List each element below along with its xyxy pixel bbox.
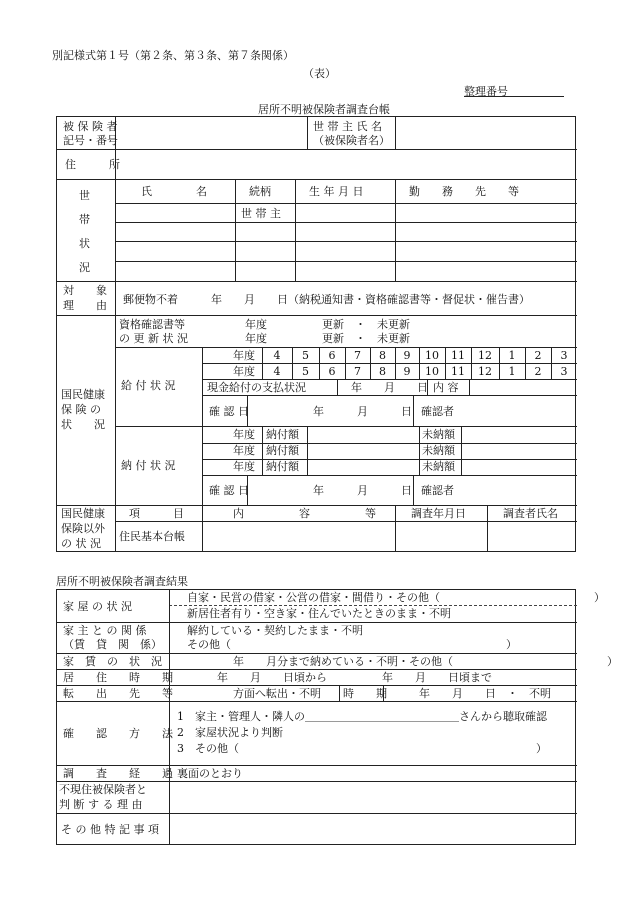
unpaid-amount-label: 未納額 bbox=[422, 444, 455, 457]
payment-label: 納 付 状 況 bbox=[121, 459, 176, 472]
year-label: 年度 bbox=[233, 460, 255, 473]
paid-amount-label: 納付額 bbox=[266, 460, 299, 473]
other-col-item: 項 目 bbox=[129, 507, 184, 520]
cash-payment-label: 現金給付の支払状況 bbox=[207, 381, 306, 394]
address-label: 住 所 bbox=[65, 158, 120, 171]
method-option-2: 2 家屋状況より判断 bbox=[177, 726, 283, 739]
control-number-line[interactable] bbox=[464, 96, 564, 97]
confirm-date-value: 年 月 日 bbox=[313, 405, 412, 418]
page-title: 居所不明被保険者調査台帳 bbox=[258, 103, 390, 116]
year-label: 年度 bbox=[233, 444, 255, 457]
head-name-label-2: （被保険者名） bbox=[313, 134, 390, 147]
month-cell: 9 bbox=[403, 365, 411, 378]
head-name-field[interactable] bbox=[397, 119, 573, 147]
month-cell: 8 bbox=[379, 365, 386, 378]
nhi-label-3: 状 況 bbox=[61, 418, 105, 431]
month-cell: 11 bbox=[451, 349, 465, 362]
other-label-1: 国民健康 bbox=[61, 507, 105, 520]
landlord-label-2: （賃 貸 関 係） bbox=[63, 638, 162, 651]
unpaid-amount-label: 未納額 bbox=[422, 428, 455, 441]
month-cell: 10 bbox=[425, 349, 439, 362]
month-cell: 1 bbox=[508, 349, 516, 362]
month-cell: 8 bbox=[379, 349, 386, 362]
ledger-table bbox=[56, 116, 576, 552]
month-cell: 3 bbox=[560, 365, 568, 378]
process-text: 裏面のとおり bbox=[177, 767, 243, 780]
insured-label-2: 記号・番号 bbox=[63, 134, 118, 147]
unpaid-amount-label: 未納額 bbox=[422, 460, 455, 473]
col-relation: 続柄 bbox=[249, 185, 271, 198]
period-label: 時 期 bbox=[343, 687, 387, 700]
paid-amount-label: 納付額 bbox=[266, 428, 299, 441]
moveout-date: 年 月 日 ・ 不明 bbox=[419, 687, 551, 700]
content-label: 内 容 bbox=[433, 381, 459, 394]
cert-row-2: 年度 更新 ・ 未更新 bbox=[245, 332, 410, 345]
insured-number-field[interactable] bbox=[117, 119, 305, 147]
household-label-2: 帯 bbox=[79, 213, 90, 226]
cert-label-2: の 更 新 状 況 bbox=[119, 332, 188, 345]
year-label: 年度 bbox=[233, 428, 255, 441]
month-cell: 2 bbox=[534, 349, 542, 362]
household-label-3: 状 bbox=[79, 237, 90, 250]
target-label: 対 象 bbox=[63, 284, 107, 297]
other-col-date: 調査年月日 bbox=[411, 507, 466, 520]
cert-row-1: 年度 更新 ・ 未更新 bbox=[245, 318, 410, 331]
side-label: （表） bbox=[303, 67, 336, 80]
confirm-date-label: 確 認 日 bbox=[209, 484, 249, 497]
reason-field[interactable] bbox=[171, 783, 573, 811]
month-cell: 7 bbox=[354, 365, 361, 378]
head-name-label: 世 帯 主 氏 名 bbox=[313, 120, 382, 133]
rent-label: 家 賃 の 状 況 bbox=[63, 655, 162, 668]
results-title: 居所不明被保険者調査結果 bbox=[56, 575, 188, 588]
residence-period: 年 月 日頃から 年 月 日頃まで bbox=[217, 671, 492, 684]
household-label-1: 世 bbox=[79, 189, 90, 202]
other-col-investigator: 調査者氏名 bbox=[503, 507, 558, 520]
year-label: 年度 bbox=[233, 349, 255, 362]
month-cell: 7 bbox=[354, 349, 361, 362]
month-cell: 4 bbox=[273, 349, 281, 362]
notes-field[interactable] bbox=[171, 815, 573, 843]
benefit-label: 給 付 状 況 bbox=[121, 379, 176, 392]
nhi-label-2: 保 険 の bbox=[61, 403, 101, 416]
form-reference: 別記様式第１号（第２条、第３条、第７条関係） bbox=[52, 49, 294, 62]
month-cell: 1 bbox=[508, 365, 516, 378]
month-cell: 5 bbox=[302, 365, 309, 378]
reason-label: 不現住被保険者と bbox=[59, 783, 147, 796]
resident-register-label: 住民基本台帳 bbox=[119, 530, 185, 543]
landlord-options-1: 解約している・契約したまま・不明 bbox=[187, 624, 363, 637]
confirm-date-label: 確 認 日 bbox=[209, 405, 249, 418]
cash-payment-date: 年 月 日 bbox=[351, 381, 428, 394]
other-col-content: 内 容 等 bbox=[233, 507, 376, 520]
landlord-options-2: その他（ ） bbox=[187, 638, 517, 651]
target-reason: 郵便物不着 年 月 日（納税通知書・資格確認書等・督促状・催告書） bbox=[123, 293, 530, 306]
month-cell: 4 bbox=[273, 365, 281, 378]
month-cell: 5 bbox=[302, 349, 309, 362]
paid-amount-label: 納付額 bbox=[266, 444, 299, 457]
col-name: 氏 名 bbox=[141, 185, 207, 198]
method-label: 確 認 方 法 bbox=[63, 727, 173, 740]
nhi-label-1: 国民健康 bbox=[61, 388, 105, 401]
month-cell: 12 bbox=[478, 365, 492, 378]
confirm-date-value: 年 月 日 bbox=[313, 484, 412, 497]
month-cell: 12 bbox=[478, 349, 492, 362]
confirmer-label: 確認者 bbox=[421, 405, 454, 418]
confirmer-label: 確認者 bbox=[421, 484, 454, 497]
cert-label: 資格確認書等 bbox=[119, 318, 185, 331]
housing-options-1: 自家・民営の借家・公営の借家・間借り・その他（ ） bbox=[187, 591, 605, 604]
month-cell: 3 bbox=[560, 349, 568, 362]
household-label-4: 況 bbox=[79, 261, 90, 274]
other-label-3: の 状 況 bbox=[61, 537, 101, 550]
housing-label: 家 屋 の 状 況 bbox=[63, 600, 132, 613]
control-number-label: 整理番号 bbox=[464, 85, 508, 98]
target-label-2: 理 由 bbox=[63, 299, 107, 312]
month-cell: 6 bbox=[328, 365, 336, 378]
residence-label: 居 住 時 期 bbox=[63, 671, 173, 684]
col-birthdate: 生 年 月 日 bbox=[309, 185, 364, 198]
moveout-label: 転 出 先 等 bbox=[63, 687, 173, 700]
insured-label: 被 保 険 者 bbox=[63, 120, 118, 133]
other-label-2: 保険以外 bbox=[61, 522, 105, 535]
month-cell: 6 bbox=[328, 349, 336, 362]
housing-options-2: 新居住者有り・空き家・住んでいたときのまま・不明 bbox=[187, 607, 451, 620]
method-option-3: 3 その他（ ） bbox=[177, 742, 547, 755]
month-cell: 9 bbox=[403, 349, 411, 362]
results-table bbox=[56, 589, 618, 845]
head-relation: 世 帯 主 bbox=[241, 207, 281, 220]
month-cell: 11 bbox=[451, 365, 465, 378]
method-option-1: 1 家主・管理人・隣人の＿＿＿＿＿＿＿＿＿＿＿＿＿＿さんから聴取確認 bbox=[177, 710, 547, 723]
landlord-label: 家 主 と の 関 係 bbox=[63, 624, 147, 637]
month-cell: 2 bbox=[534, 365, 542, 378]
reason-label-2: 判 断 す る 理 由 bbox=[59, 798, 143, 811]
moveout-direction: 方面へ転出・不明 bbox=[233, 687, 321, 700]
month-cell: 10 bbox=[425, 365, 439, 378]
notes-label: そ の 他 特 記 事 項 bbox=[61, 823, 159, 836]
year-label: 年度 bbox=[233, 365, 255, 378]
rent-options: 年 月分まで納めている・不明・その他（ ） bbox=[233, 655, 618, 668]
col-workplace: 勤 務 先 等 bbox=[409, 185, 519, 198]
address-field[interactable] bbox=[117, 151, 573, 177]
process-label: 調 査 経 過 bbox=[63, 767, 173, 780]
